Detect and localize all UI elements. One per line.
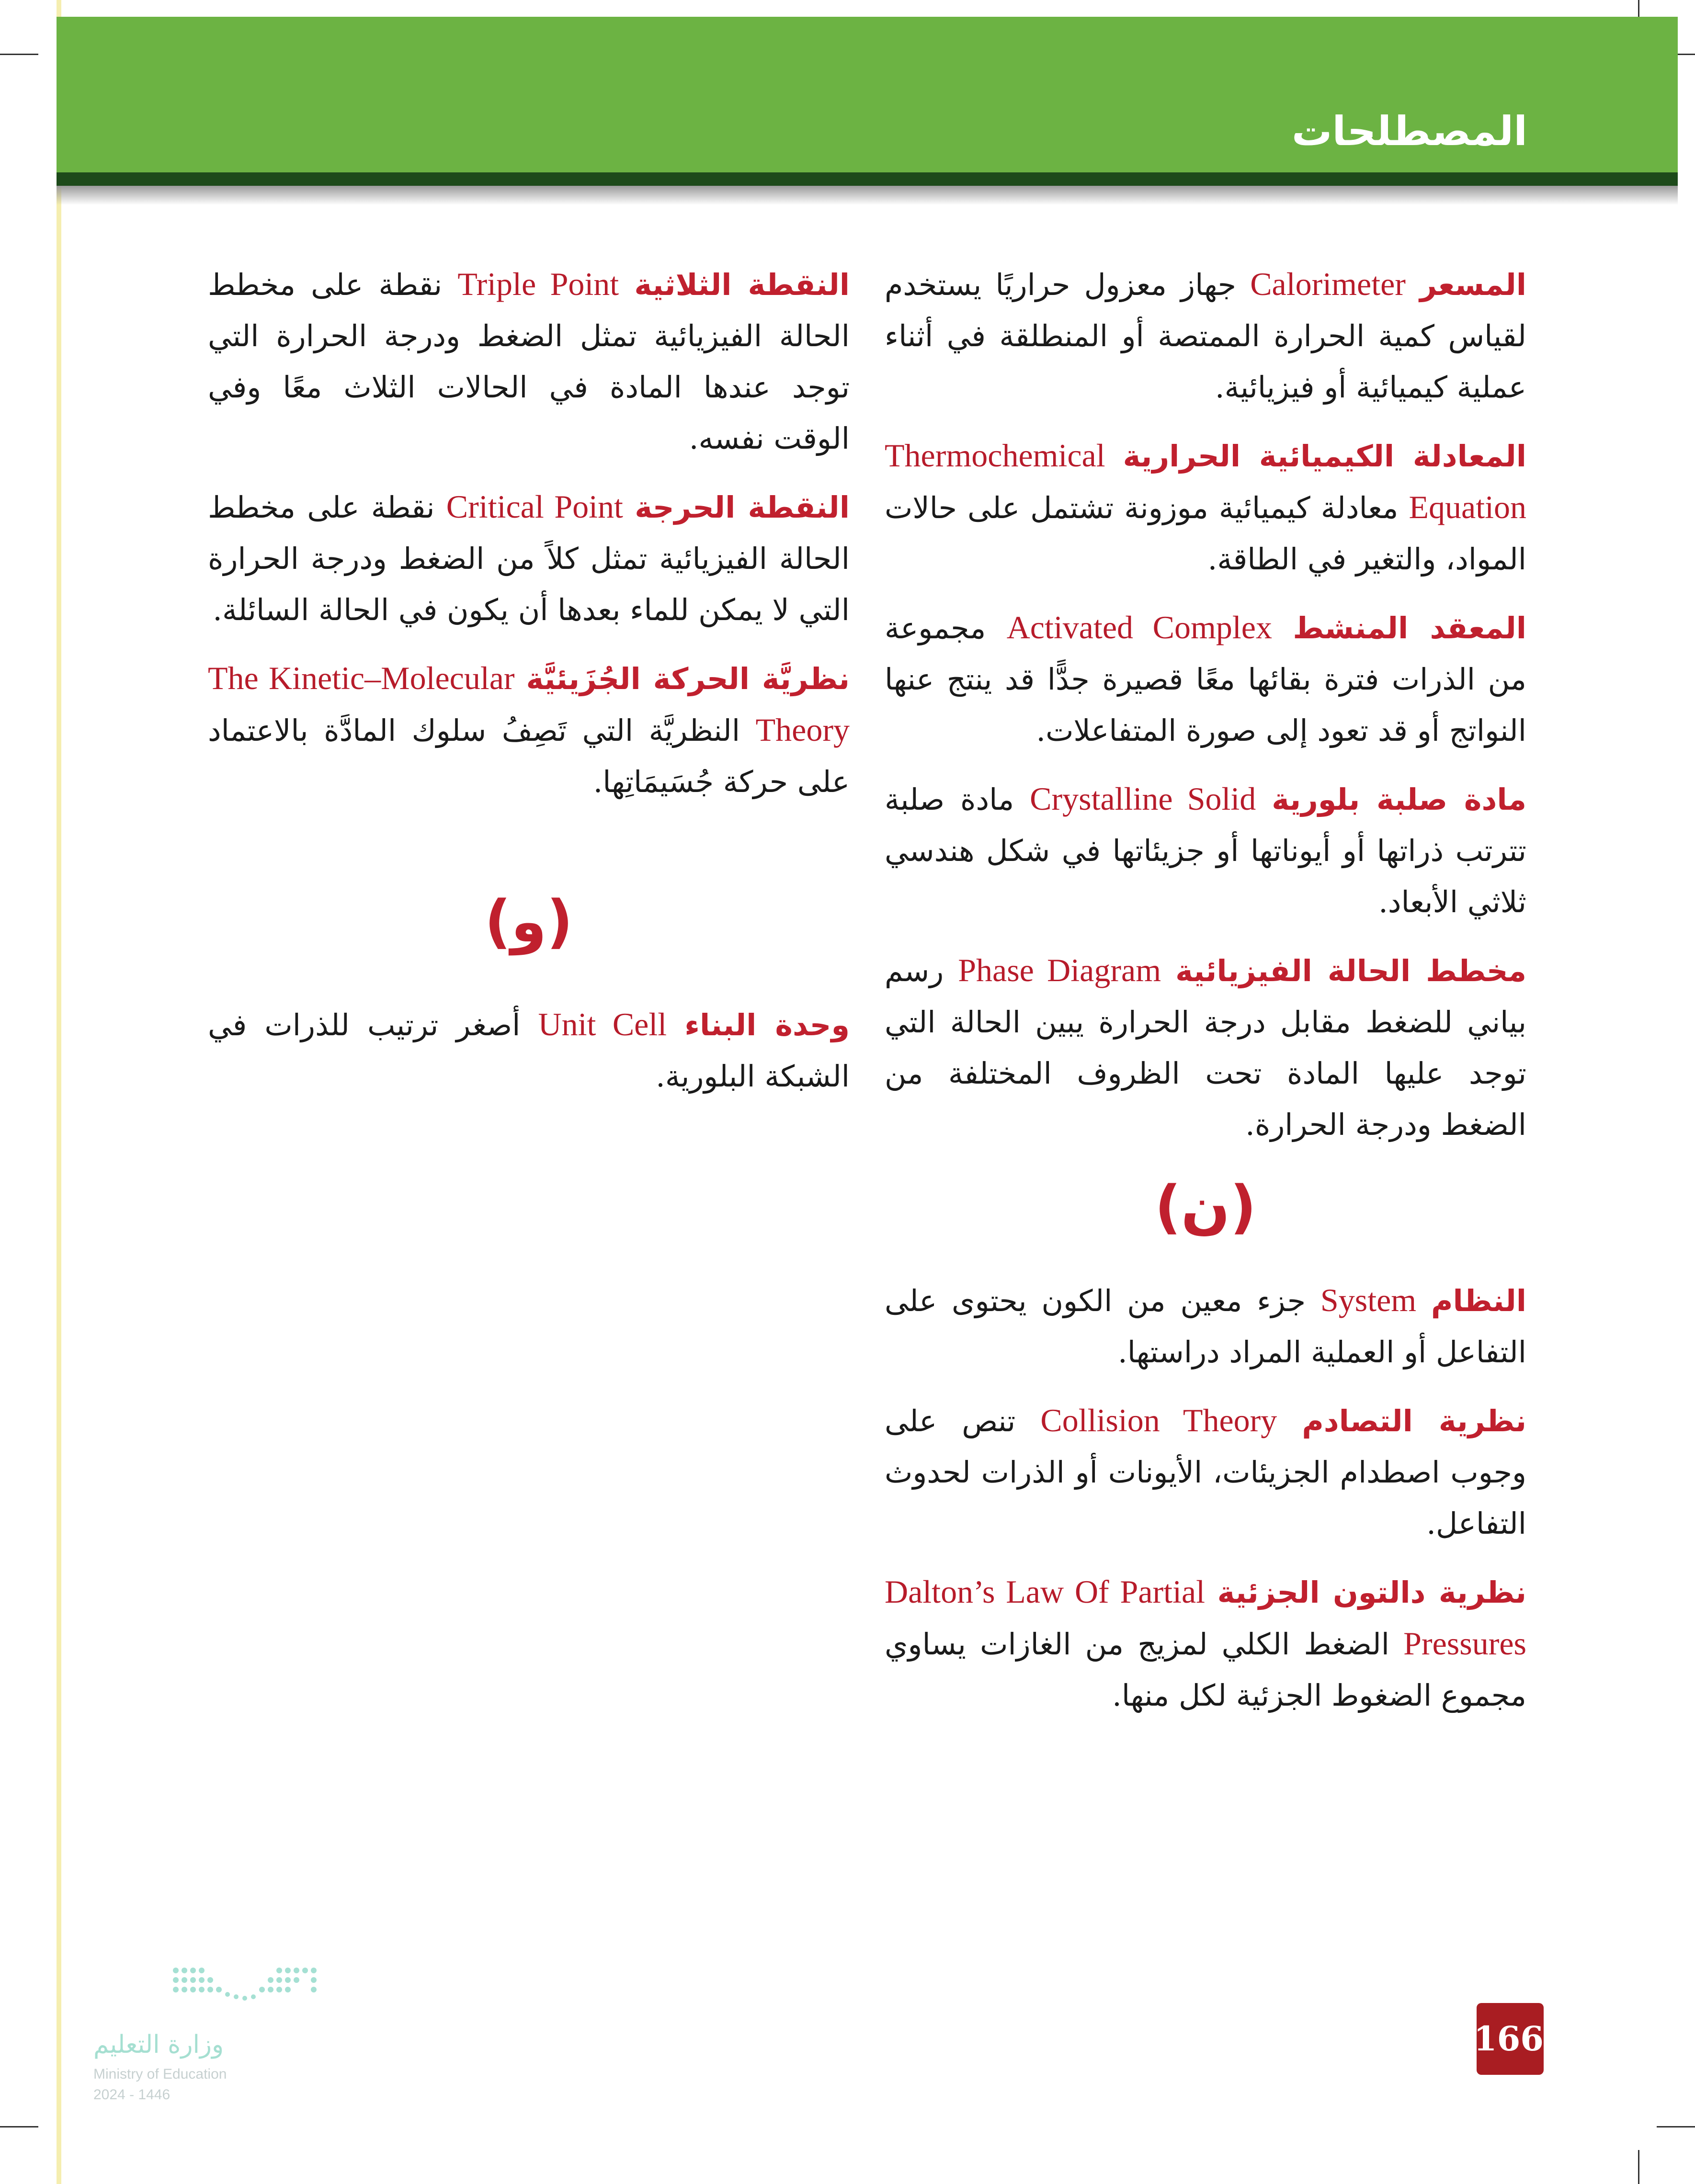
term-arabic: مخطط الحالة الفيزيائية <box>1175 953 1526 988</box>
header-underline <box>57 172 1678 186</box>
glossary-entry-triple-point <box>208 259 850 464</box>
header-shadow <box>57 186 1678 205</box>
term-definition: مجموعة من الذرات فترة بقائها معًا قصيرة جدًّا قد ينتج عنها النواتج أو قد تعود إلى صورة المتفاعلات. <box>885 611 1526 748</box>
term-english: Collision Theory <box>1040 1402 1277 1438</box>
glossary-entry-calorimeter <box>885 259 1526 413</box>
crop-mark <box>1638 2150 1639 2184</box>
term-english: Crystalline Solid <box>1030 781 1256 817</box>
page-edge-strip <box>57 0 61 2184</box>
term-arabic: النقطة الحرجة <box>635 490 850 525</box>
term-english: Critical Point <box>446 488 623 525</box>
ministry-name-english: Ministry of Education <box>93 2066 227 2082</box>
term-arabic: المسعر <box>1420 267 1526 302</box>
page-number: 166 <box>1477 2003 1544 2075</box>
glossary-entry-critical-point <box>208 481 850 635</box>
term-arabic: نظريَّة الحركة الجُزَيئيَّة <box>526 661 850 696</box>
term-english: System <box>1320 1282 1417 1318</box>
crop-mark <box>0 2126 38 2127</box>
term-arabic: النظام <box>1431 1283 1526 1318</box>
page-title: المصطلحات <box>1291 108 1527 155</box>
ministry-emblem-icon <box>170 1951 342 2018</box>
term-english: Calorimeter <box>1250 266 1406 302</box>
term-definition: نقطة على مخطط الحالة الفيزيائية تمثل الضغط ودرجة الحرارة التي توجد عندها المادة في الحالات الثلاث معًا وفي الوقت نفسه. <box>208 267 850 456</box>
ministry-year: 2024 - 1446 <box>93 2087 171 2103</box>
term-arabic: النقطة الثلاثية <box>634 267 850 302</box>
term-definition: النظريَّة التي تَصِفُ سلوك المادَّة بالاعتماد على حركة جُسَيمَاتِها. <box>208 713 850 799</box>
term-definition: معادلة كيميائية موزونة تشتمل على حالات المواد، والتغير في الطاقة. <box>885 490 1526 577</box>
glossary-entry-thermochemical-equation <box>885 430 1526 585</box>
crop-mark <box>1657 2126 1695 2127</box>
term-definition: أصغر ترتيب للذرات في الشبكة البلورية. <box>208 1007 850 1094</box>
term-definition: مادة صلبة تترتب ذراتها أو أيوناتها أو جزيئاتها في شكل هندسي ثلاثي الأبعاد. <box>885 782 1526 919</box>
glossary-entry-unit-cell <box>208 999 850 1102</box>
term-definition: الضغط الكلي لمزيج من الغازات يساوي مجموع الضغوط الجزئية لكل منها. <box>885 1627 1526 1713</box>
glossary-column-left <box>208 259 850 1119</box>
glossary-entry-kinetic-molecular-theory <box>208 653 850 807</box>
term-arabic: مادة صلبة بلورية <box>1272 782 1527 817</box>
glossary-entry-system <box>885 1275 1526 1378</box>
term-definition: جهاز معزول حراريًا يستخدم لقياس كمية الحرارة الممتصة أو المنطلقة في أثناء عملية كيميائية أو فيزيائية. <box>885 267 1526 405</box>
crop-mark <box>0 54 38 55</box>
ministry-name-arabic: وزارة التعليم <box>93 2030 224 2059</box>
glossary-entry-activated-complex <box>885 602 1526 756</box>
term-definition: جزء معين من الكون يحتوى على التفاعل أو العملية المراد دراستها. <box>885 1283 1526 1369</box>
term-english: The Kinetic–Molecular Theory <box>208 660 850 748</box>
glossary-entry-daltons-law <box>885 1566 1526 1721</box>
term-english: Phase Diagram <box>958 952 1161 988</box>
term-english: Triple Point <box>457 266 619 302</box>
term-arabic: نظرية دالتون الجزئية <box>1217 1575 1527 1610</box>
term-arabic: المعادلة الكيميائية الحرارية <box>1123 439 1526 474</box>
term-arabic: المعقد المنشط <box>1293 611 1526 645</box>
glossary-column-right <box>885 259 1526 1738</box>
term-arabic: وحدة البناء <box>684 1007 850 1042</box>
term-english: Dalton’s Law Of Partial Pressures <box>885 1573 1526 1662</box>
ministry-logo <box>93 1951 342 2105</box>
section-letter-noon: (ن) <box>1154 1174 1257 1241</box>
term-english: Thermochemical Equation <box>885 437 1526 525</box>
term-definition: نقطة على مخطط الحالة الفيزيائية تمثل كلاً من الضغط ودرجة الحرارة التي لا يمكن للماء بعدها أن يكون في الحالة السائلة. <box>208 490 850 627</box>
term-english: Unit Cell <box>538 1006 667 1042</box>
glossary-entry-collision-theory <box>885 1395 1526 1549</box>
term-definition: تنص على وجوب اصطدام الجزيئات، الأيونات أو الذرات لحدوث التفاعل. <box>885 1403 1526 1541</box>
section-letter-waw: (و) <box>484 889 573 955</box>
term-arabic: نظرية التصادم <box>1302 1403 1527 1438</box>
term-definition: رسم بياني للضغط مقابل درجة الحرارة يبين الحالة التي توجد عليها المادة تحت الظروف المختلفة من الضغط ودرجة الحرارة. <box>885 953 1526 1142</box>
glossary-entry-crystalline-solid <box>885 773 1526 928</box>
glossary-entry-phase-diagram <box>885 945 1526 1150</box>
term-english: Activated Complex <box>1006 609 1272 645</box>
